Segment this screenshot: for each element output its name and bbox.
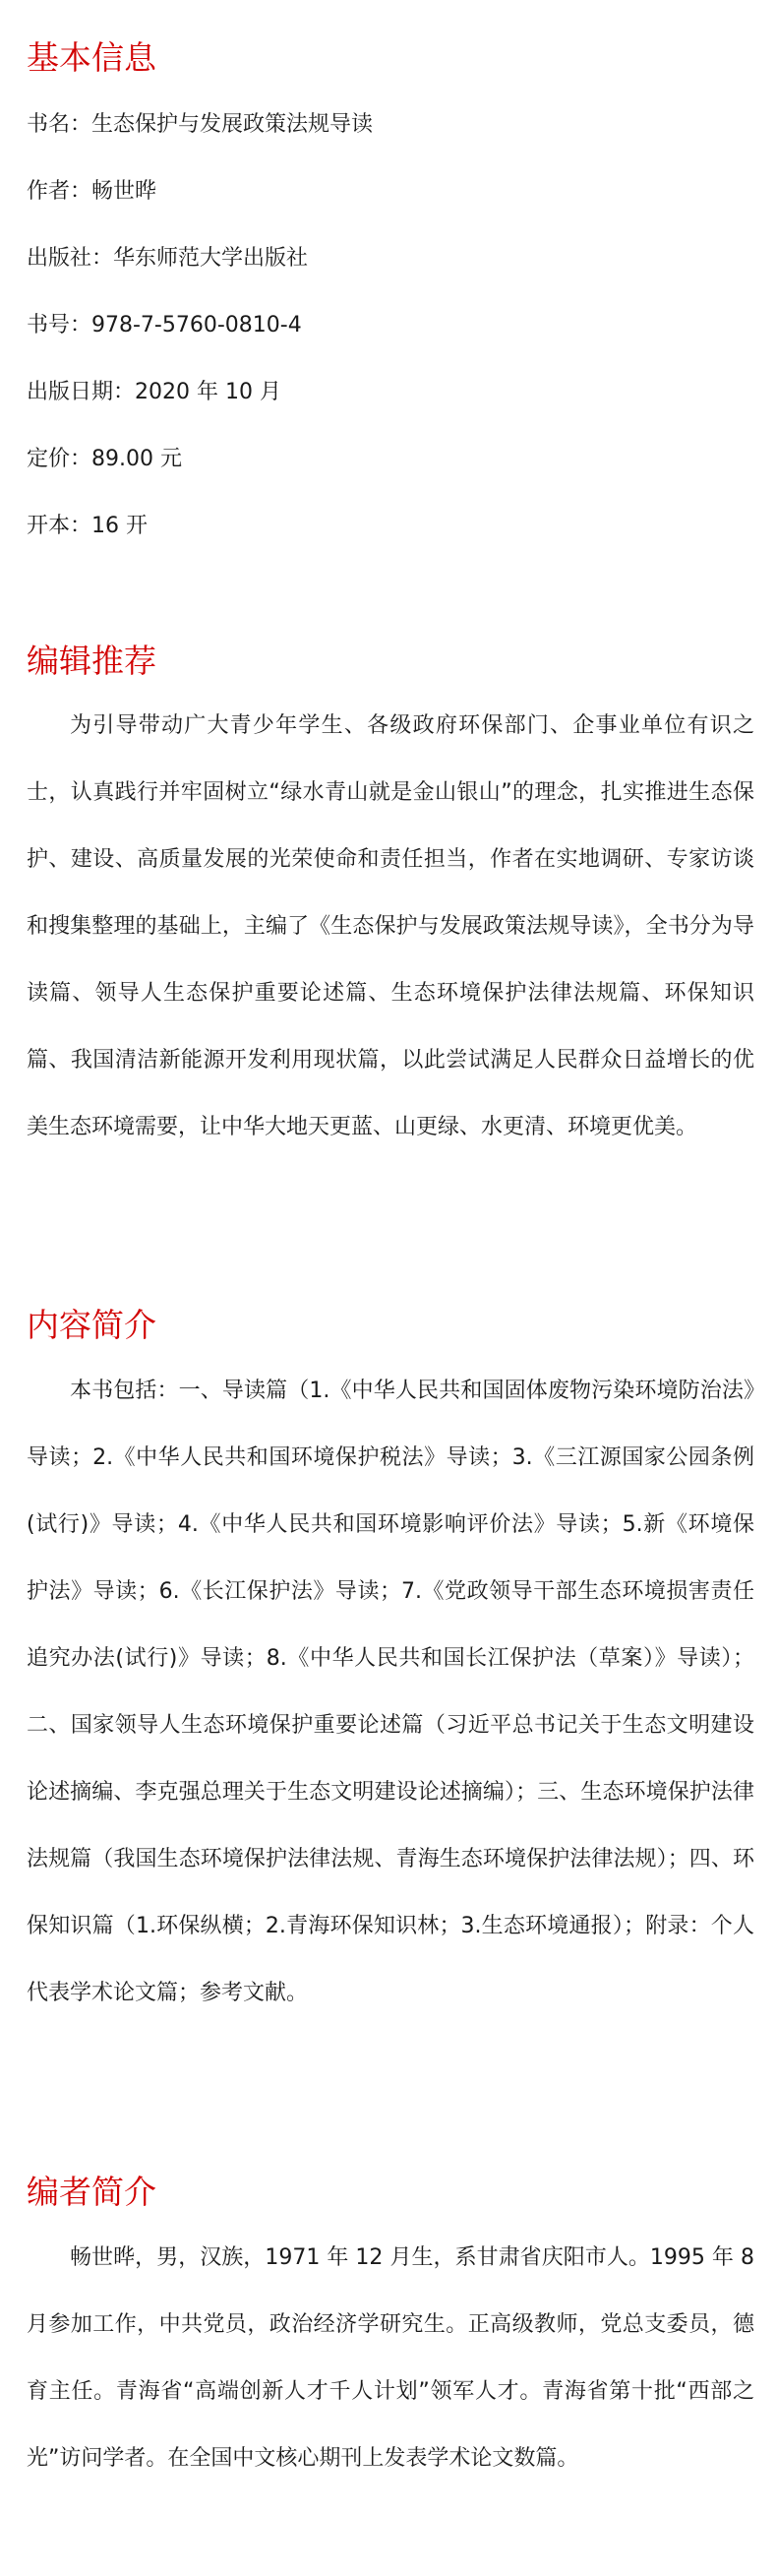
author-intro-heading: 编者简介 [27,2173,156,2211]
price-row: 定价：89.00 元 [27,447,182,471]
author-row: 作者：畅世晔 [27,179,157,204]
basic-info-heading: 基本信息 [27,38,156,77]
editor-recommendation-heading: 编辑推荐 [27,642,156,680]
editor-recommendation-text: 为引导带动广大青少年学生、各级政府环保部门、企事业单位有识之士，认真践行并牢固树立“绿水青山就是金山银山”的理念，扎实推进生态保护、建设、高质量发展的光荣使命和责任担当，作者在实地调研、专家访谈和搜集整理的基础上，主编了《生态保护与发展政策法规导读》，全书分为导读篇、领导人生态保护重要论述篇、生态环境保护法律法规篇、环保知识篇、我国清洁新能源开发利用现状篇，以此尝试满足人民群众日益增长的优美生态环境需要，让中华大地天更蓝、山更绿、水更清、环境更优美。 [27,713,754,1139]
publisher-row: 出版社：华东师范大学出版社 [27,246,309,271]
isbn-row: 书号：978-7-5760-0810-4 [27,313,302,337]
format-row: 开本：16 开 [27,514,148,538]
author-intro-text: 畅世晔，男，汉族，1971 年 12 月生，系甘肃省庆阳市人。1995 年 8 月参加工作，中共党员，政治经济学研究生。正高级教师，党总支委员，德育主任。青海省“高端创新人才千人计划”领军人才。青海省第十批“西部之光”访问学者。在全国中文核心期刊上发表学术论文数篇。 [27,2245,754,2471]
publish-date-row: 出版日期：2020 年 10 月 [27,380,281,404]
content-summary-heading: 内容简介 [27,1306,156,1344]
book-title-row: 书名：生态保护与发展政策法规导读 [27,112,374,137]
content-summary-text: 本书包括：一、导读篇（1.《中华人民共和国固体废物污染环境防治法》导读；2.《中华人民共和国环境保护税法》导读；3.《三江源国家公园条例(试行)》导读；4.《中华人民共和国环境影响评价法》导读；5.新《环境保护法》导读；6.《长江保护法》导读；7.《党政领导干部生态环境损害责任追究办法(试行)》导读；8.《中华人民共和国长江保护法（草案）》导读）；二、国家领导人生态环境保护重要论述篇（习近平总书记关于生态文明建设论述摘编、李克强总理关于生态文明建设论述摘编）；三、生态环境保护法律法规篇（我国生态环境保护法律法规、青海生态环境保护法律法规）；四、环保知识篇（1.环保纵横；2.青海环保知识林；3.生态环境通报）；附录：个人代表学术论文篇；参考文献。 [27,1379,754,2005]
